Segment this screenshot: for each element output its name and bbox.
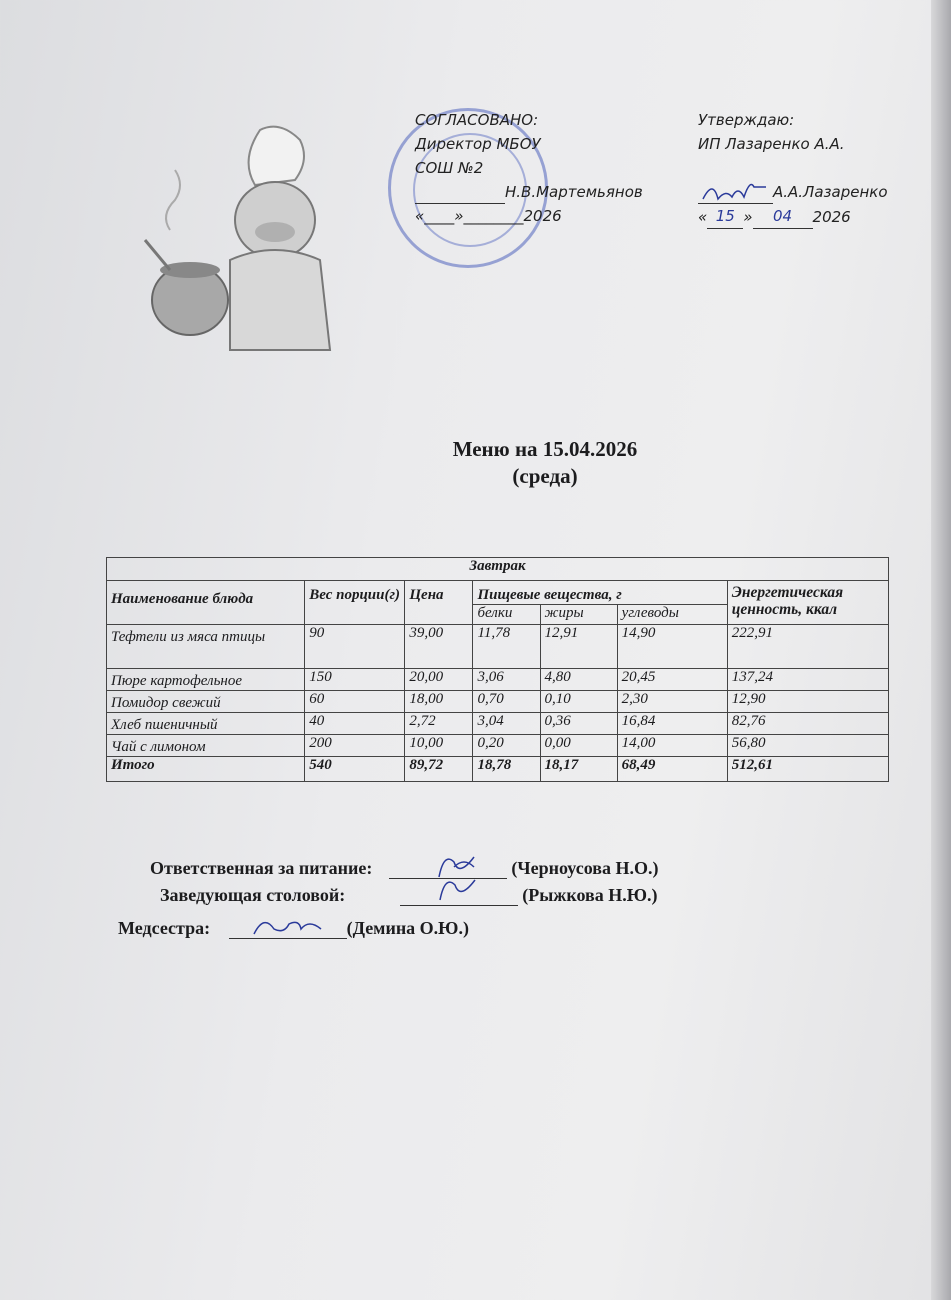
weight-cell: 40 bbox=[305, 713, 405, 735]
chef-illustration bbox=[140, 120, 340, 360]
signature-row-canteen bbox=[160, 885, 658, 906]
price-cell: 39,00 bbox=[405, 625, 473, 669]
signature-role: Заведующая столовой: bbox=[160, 885, 346, 905]
dish-name-cell: Чай с лимоном bbox=[107, 735, 305, 757]
energy-cell: 12,90 bbox=[727, 691, 888, 713]
col-energy: Энергетическая ценность, ккал bbox=[727, 581, 888, 625]
signature-role: Ответственная за питание: bbox=[150, 858, 373, 878]
energy-cell: 137,24 bbox=[727, 669, 888, 691]
signature-name: (Черноусова Н.О.) bbox=[511, 858, 659, 878]
signature-name: (Демина О.Ю.) bbox=[346, 918, 469, 938]
protein-cell: 3,04 bbox=[473, 713, 540, 735]
fat-total-cell: 18,17 bbox=[540, 757, 617, 782]
approval-signer: А.А.Лазаренко bbox=[773, 183, 888, 201]
col-carbs: углеводы bbox=[617, 605, 727, 625]
approval-org: СОШ №2 bbox=[415, 159, 484, 177]
fat-cell: 4,80 bbox=[540, 669, 617, 691]
fat-cell: 0,36 bbox=[540, 713, 617, 735]
col-nutrients: Пищевые вещества, г bbox=[473, 581, 727, 605]
weight-total-cell: 540 bbox=[305, 757, 405, 782]
menu-weekday: (среда) bbox=[512, 464, 578, 488]
menu-table bbox=[106, 557, 889, 782]
price-cell: 2,72 bbox=[405, 713, 473, 735]
table-row bbox=[107, 669, 889, 691]
energy-cell: 56,80 bbox=[727, 735, 888, 757]
table-row bbox=[107, 691, 889, 713]
energy-cell: 82,76 bbox=[727, 713, 888, 735]
energy-total-cell: 512,61 bbox=[727, 757, 888, 782]
menu-date: Меню на 15.04.2026 bbox=[452, 437, 638, 461]
signature-lazarenko bbox=[698, 179, 773, 203]
approval-day: 15 bbox=[707, 204, 743, 229]
table-row bbox=[107, 713, 889, 735]
price-cell: 18,00 bbox=[405, 691, 473, 713]
signature-mark bbox=[430, 875, 490, 905]
dish-name-total-cell: Итого bbox=[107, 757, 305, 782]
approval-month: 04 bbox=[753, 204, 813, 229]
col-price: Цена bbox=[405, 581, 473, 625]
fat-cell: 0,00 bbox=[540, 735, 617, 757]
signature-row-nutrition bbox=[150, 858, 659, 879]
carbs-cell: 14,90 bbox=[617, 625, 727, 669]
weight-cell: 90 bbox=[305, 625, 405, 669]
price-cell: 20,00 bbox=[405, 669, 473, 691]
signature-row-nurse bbox=[118, 918, 469, 939]
approval-date: «____»________2026 bbox=[415, 207, 562, 225]
protein-cell: 0,70 bbox=[473, 691, 540, 713]
fat-cell: 0,10 bbox=[540, 691, 617, 713]
col-weight: Вес порции(г) bbox=[305, 581, 405, 625]
approval-signer: Н.В.Мартемьянов bbox=[505, 183, 643, 201]
col-name: Наименование блюда bbox=[107, 581, 305, 625]
price-cell: 10,00 bbox=[405, 735, 473, 757]
table-row bbox=[107, 625, 889, 669]
protein-cell: 0,20 bbox=[473, 735, 540, 757]
table-row bbox=[107, 735, 889, 757]
dish-name-cell: Тефтели из мяса птицы bbox=[107, 625, 305, 669]
approval-right: Утверждаю: ИП Лазаренко А.А. А.А.Лазаренко « 15 » 04 2026 bbox=[698, 108, 888, 229]
section-header: Завтрак bbox=[107, 558, 889, 581]
carbs-total-cell: 68,49 bbox=[617, 757, 727, 782]
price-total-cell: 89,72 bbox=[405, 757, 473, 782]
dish-name-cell: Помидор свежий bbox=[107, 691, 305, 713]
protein-total-cell: 18,78 bbox=[473, 757, 540, 782]
approval-heading: Утверждаю: bbox=[698, 111, 795, 129]
col-protein: белки bbox=[473, 605, 540, 625]
col-fat: жиры bbox=[540, 605, 617, 625]
carbs-cell: 20,45 bbox=[617, 669, 727, 691]
signature-mark bbox=[239, 914, 339, 938]
approval-position: Директор МБОУ bbox=[415, 135, 541, 153]
protein-cell: 11,78 bbox=[473, 625, 540, 669]
approval-position: ИП Лазаренко А.А. bbox=[698, 135, 845, 153]
weight-cell: 150 bbox=[305, 669, 405, 691]
weight-cell: 200 bbox=[305, 735, 405, 757]
approval-heading: СОГЛАСОВАНО: bbox=[415, 111, 539, 129]
dish-name-cell: Пюре картофельное bbox=[107, 669, 305, 691]
weight-cell: 60 bbox=[305, 691, 405, 713]
carbs-cell: 2,30 bbox=[617, 691, 727, 713]
signature-role: Медсестра: bbox=[118, 918, 211, 938]
approval-left bbox=[415, 108, 643, 228]
approval-year: 2026 bbox=[812, 208, 851, 226]
carbs-cell: 16,84 bbox=[617, 713, 727, 735]
energy-cell: 222,91 bbox=[727, 625, 888, 669]
total-row bbox=[107, 757, 889, 782]
menu-title bbox=[0, 436, 951, 490]
protein-cell: 3,06 bbox=[473, 669, 540, 691]
carbs-cell: 14,00 bbox=[617, 735, 727, 757]
fat-cell: 12,91 bbox=[540, 625, 617, 669]
paper-edge bbox=[931, 0, 951, 1300]
signature-name: (Рыжкова Н.Ю.) bbox=[522, 885, 658, 905]
dish-name-cell: Хлеб пшеничный bbox=[107, 713, 305, 735]
